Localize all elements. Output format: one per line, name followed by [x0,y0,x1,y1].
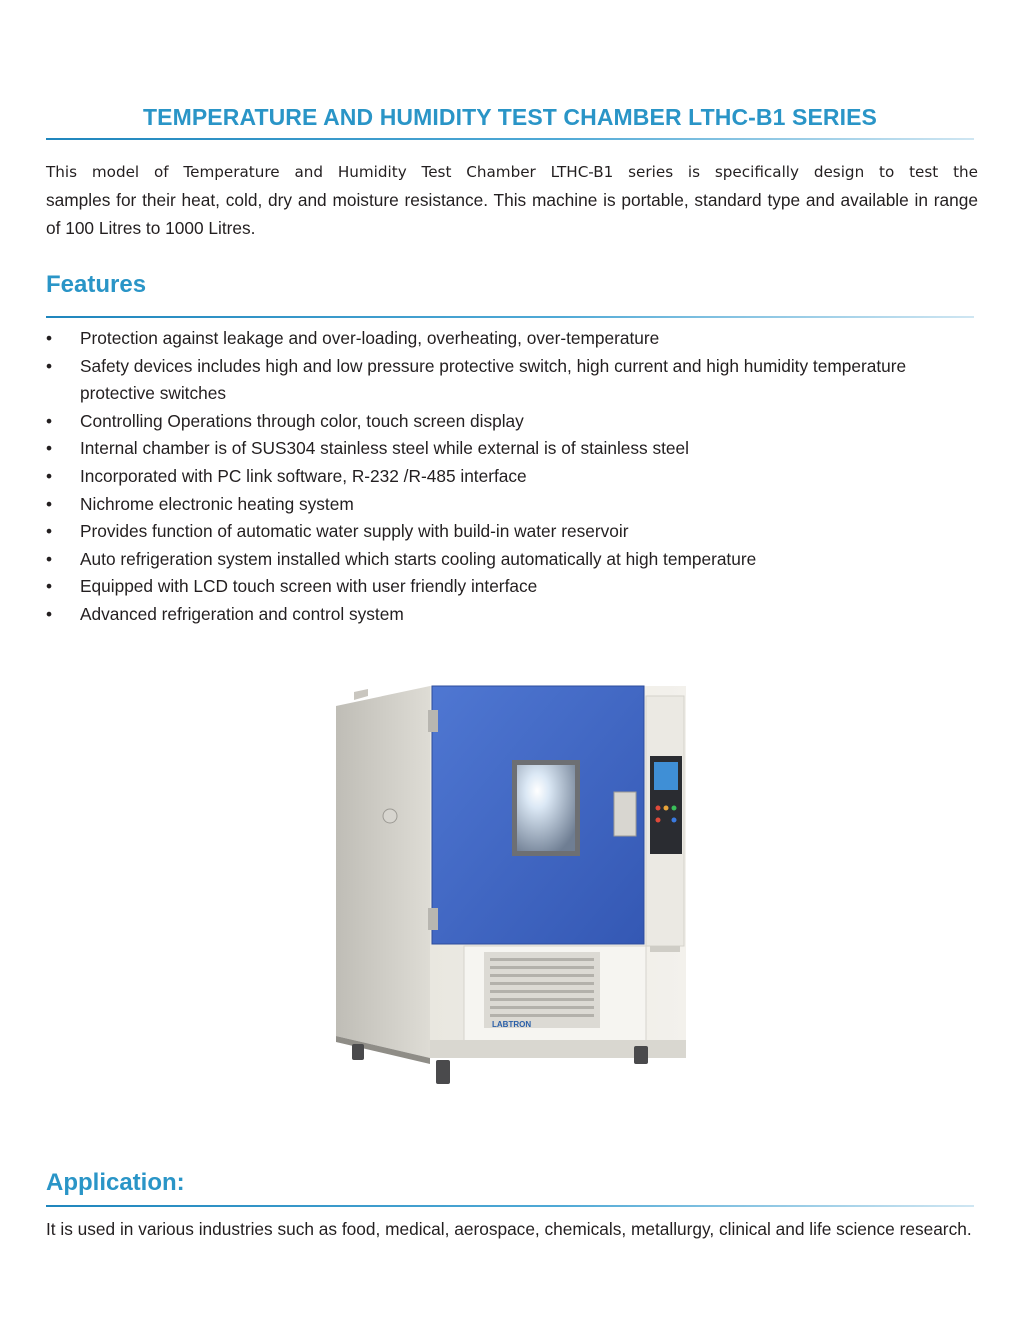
product-photo [332,684,688,1094]
chamber-side-panel [336,686,430,1058]
feature-text: Provides function of automatic water supply with build-in water reservoir [80,521,629,542]
bullet: • [46,438,53,459]
feature-text: Controlling Operations through color, touch screen display [80,410,524,431]
list-item [46,601,976,629]
features-heading: Features [46,271,147,298]
list-item [46,353,976,408]
bullet: • [46,493,53,514]
bullet: • [46,548,53,569]
list-item [46,518,976,546]
title-divider [46,138,974,140]
list-item [46,435,976,463]
feature-text: Equipped with LCD touch screen with user friendly interface [80,576,538,597]
feature-text: Incorporated with PC link software, R-232 /R-485 interface [80,465,527,486]
bullet: • [46,355,53,376]
list-item [46,546,976,574]
list-item [46,463,976,491]
touch-screen [654,762,678,790]
bullet: • [46,603,53,624]
caster-wheel [634,1046,648,1064]
feature-text: Nichrome electronic heating system [80,493,354,514]
application-text: It is used in various industries such as food, medical, aerospace, chemicals, metallurgy, clinical and life science research. [46,1219,972,1239]
intro-line-1: This model of Temperature and Humidity Test Chamber LTHC-B1 series is specifically design to test the [46,163,978,181]
features-list [46,325,976,629]
brand-mark: LABTRON [492,1020,532,1029]
feature-text: Safety devices includes high and low pressure protective switch, high current and high humidity temperature protective switches [80,355,907,404]
list-item [46,325,976,353]
bullet: • [46,521,53,542]
feature-text: Auto refrigeration system installed which starts cooling automatically at high temperature [80,548,757,569]
features-divider [46,316,974,318]
page-title: TEMPERATURE AND HUMIDITY TEST CHAMBER LTHC-B1 SERIES [143,104,877,130]
caster-wheel [352,1044,364,1060]
caster-wheel [436,1060,450,1084]
bullet: • [46,328,53,348]
intro-rest: samples for their heat, cold, dry and moisture resistance. This machine is portable, standard type and available in range of 100 Litres to 1000 Litres. [46,190,978,238]
list-item [46,573,976,601]
feature-text: Protection against leakage and over-loading, overheating, over-temperature [80,328,660,348]
feature-text: Internal chamber is of SUS304 stainless steel while external is of stainless steel [80,438,689,459]
list-item [46,408,976,436]
application-divider [46,1205,974,1207]
list-item [46,491,976,519]
application-heading: Application: [46,1169,185,1196]
intro-paragraph [46,158,978,242]
feature-text: Advanced refrigeration and control system [80,603,404,624]
bullet: • [46,465,53,486]
bullet: • [46,410,53,431]
bullet: • [46,576,53,597]
